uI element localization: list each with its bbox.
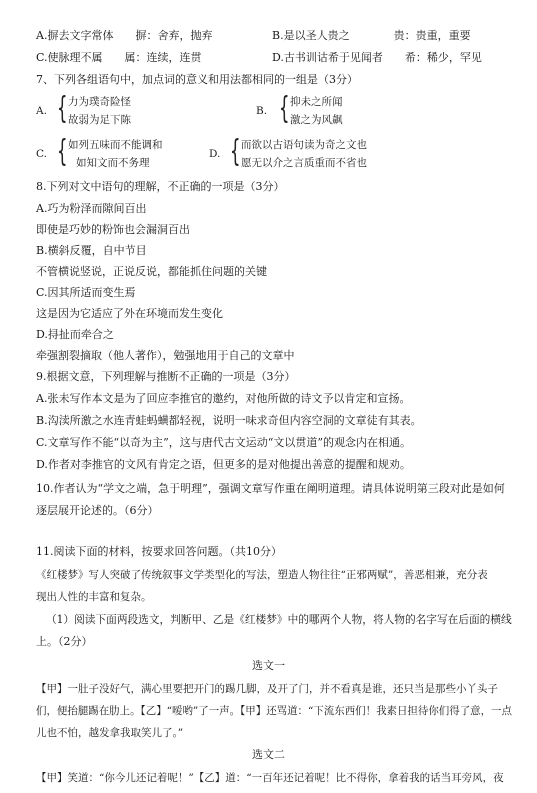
q7-a-line1: 力为璞奇险怪 <box>68 96 131 108</box>
q8-option-d: D.挦扯而牵合之 <box>36 328 114 341</box>
selection-one-line2: 们，便抬腿踢在肋上。【乙】“嗳哟”了一声。【甲】还骂道：“下流东西们！我素日担待你们得了意，一点 <box>36 705 512 717</box>
q7-c-line1: 如列五味而不能调和 <box>68 139 163 151</box>
left-brace-icon: { <box>57 134 68 169</box>
q10-question-line2: 逐层展开论述的。（6分） <box>36 504 159 517</box>
q9-option-a: A.张未写作本文是为了回应李推官的邀约，对他所做的诗文予以肯定和宣扬。 <box>36 392 411 405</box>
q8-question: 8.下列对文中语句的理解，不正确的一项是（3分） <box>36 180 285 193</box>
q7-b-label: B. <box>256 105 268 117</box>
selection-one-line1: 【甲】一肚子没好气，满心里要把开门的踢几脚，及开了门，并不看真是谁，还只当是那些小丫头子 <box>36 683 498 695</box>
q11-intro-line1: 《红楼梦》写人突破了传统叙事文学类型化的写法，塑造人物往往“正邪两赋”，善恶相兼，充分表 <box>36 569 488 581</box>
selection-two-line1: 【甲】笑道：“你今儿还记着呢！”【乙】道：“一百年还记着呢！比不得你，拿着我的话当耳旁风，夜 <box>36 772 504 784</box>
q7-d-line1: 而欲以古语句读为奇之文也 <box>241 139 367 151</box>
q11-question: 11.阅读下面的材料，按要求回答问题。（共10分） <box>36 545 282 558</box>
q9-question: 9.根据文意，下列理解与推断不正确的一项是（3分） <box>36 370 296 383</box>
q8-option-b-explanation: 不管横说竖说，正说反说，都能抓住问题的关键 <box>36 265 267 278</box>
q8-option-b: B.横斜反覆，自中节目 <box>36 244 147 257</box>
q9-option-d: D.作者对李推官的文风有肯定之语，但更多的是对他提出善意的提醒和规劝。 <box>36 458 411 471</box>
left-brace-icon: { <box>57 91 68 126</box>
q8-option-d-explanation: 牵强割裂摘取（他人著作），勉强地用于自己的文章中 <box>36 349 295 362</box>
q6-option-b: B.是以圣人贵之 贵：贵重，重要 <box>272 29 471 42</box>
q8-option-c: C.因其所适而变生焉 <box>36 286 136 299</box>
selection-two-title: 选文二 <box>252 748 285 761</box>
selection-one-title: 选文一 <box>252 659 285 672</box>
left-brace-icon: { <box>230 134 241 169</box>
q6-option-c: C.使脉理不属 属：连续，连贯 <box>36 51 202 64</box>
q7-a-label: A. <box>36 105 47 117</box>
q6-option-d: D.古书训诂希于见闻者 希：稀少，罕见 <box>272 51 482 64</box>
left-brace-icon: { <box>279 91 290 126</box>
q7-question: 7、下列各组语句中，加点词的意义和用法都相同的一组是（3分） <box>36 73 358 86</box>
q8-option-a: A.巧为粉泽而隙间百出 <box>36 202 147 215</box>
q11-sub1-line2: 上。（2分） <box>36 635 93 648</box>
q7-c-label: C. <box>36 148 47 160</box>
q11-sub1-line1: （1）阅读下面两段选文，判断甲、乙是《红楼梦》中的哪两个人物，将人物的名字写在后面的横线 <box>46 613 512 626</box>
q11-intro-line2: 现出人性的丰富和复杂。 <box>36 591 152 603</box>
selection-one-line3: 儿也不怕，越发拿我取笑儿了。” <box>36 727 184 739</box>
q6-option-a: A.摒去文字常体 摒：舍弃，抛弃 <box>36 29 213 42</box>
q7-d-label: D. <box>209 148 221 160</box>
q9-option-b: B.沟渎所激之水连青蛙蚂蟥都轻视，说明一味求奇但内容空洞的文章徒有其表。 <box>36 414 422 427</box>
q9-option-c: C.文章写作不能“以奇为主”，这与唐代古文运动“文以贯道”的观念内在相通。 <box>36 436 412 449</box>
q7-c-line2: 如知文而不务理 <box>76 157 150 169</box>
q8-option-a-explanation: 即使是巧妙的粉饰也会漏洞百出 <box>36 223 190 236</box>
q7-a-line2: 故弱为足下陈 <box>68 114 131 126</box>
q7-d-line2: 愿无以介之言质重而不省也 <box>241 157 367 169</box>
q10-question-line1: 10.作者认为“学文之端，急于明理”，强调文章写作重在阐明道理。请具体说明第三段对此是如何 <box>36 482 505 495</box>
q7-b-line2: 激之为风飙 <box>290 114 343 126</box>
q8-option-c-explanation: 这是因为它适应了外在环境而发生变化 <box>36 307 223 320</box>
q7-b-line1: 抑未之所闻 <box>290 96 343 108</box>
